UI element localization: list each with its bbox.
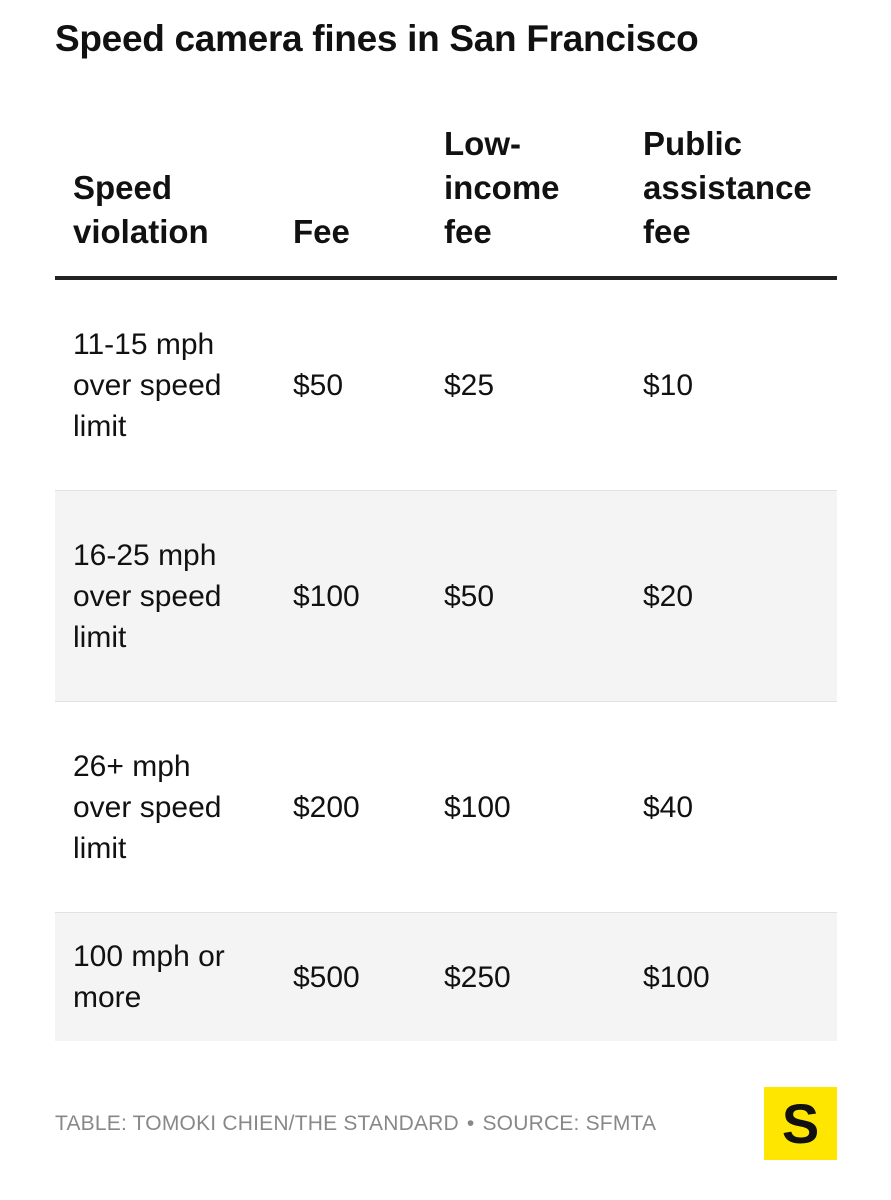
fines-table [55,125,837,1041]
cell-low-income-fee: $250 [444,960,511,994]
header-low-income-fee: Low- income fee [444,125,560,250]
cell-public-assistance-fee: $100 [643,960,710,994]
chart-title: Speed camera fines in San Francisco [55,18,699,59]
logo-letter: S [781,1091,820,1155]
cell-fee: $500 [293,960,360,994]
source-text: SOURCE: SFMTA [482,1112,657,1135]
table-row [55,913,837,1041]
cell-speed-violation: 100 mph or more [73,940,225,1014]
cell-speed-violation: 26+ mph over speed limit [73,749,222,865]
cell-fee: $200 [293,790,360,824]
table-row [55,491,837,702]
table-header [55,125,837,280]
cell-public-assistance-fee: $10 [643,368,694,402]
cell-low-income-fee: $100 [444,790,511,824]
header-public-assistance-fee: Public assistance fee [643,125,812,250]
separator-dot: • [466,1112,475,1135]
cell-public-assistance-fee: $20 [643,579,694,613]
cell-low-income-fee: $50 [444,579,495,613]
header-fee: Fee [293,213,350,250]
table-row [55,280,837,491]
table-row [55,702,837,913]
cell-fee: $100 [293,579,360,613]
source-footer [55,1112,656,1136]
cell-low-income-fee: $25 [444,368,495,402]
cell-speed-violation: 11-15 mph over speed limit [73,327,222,443]
header-speed-violation: Speed violation [73,169,209,250]
credit-text: TABLE: TOMOKI CHIEN/THE STANDARD [55,1112,459,1135]
cell-public-assistance-fee: $40 [643,790,694,824]
cell-speed-violation: 16-25 mph over speed limit [73,538,222,654]
cell-fee: $50 [293,368,344,402]
the-standard-logo [764,1087,837,1160]
